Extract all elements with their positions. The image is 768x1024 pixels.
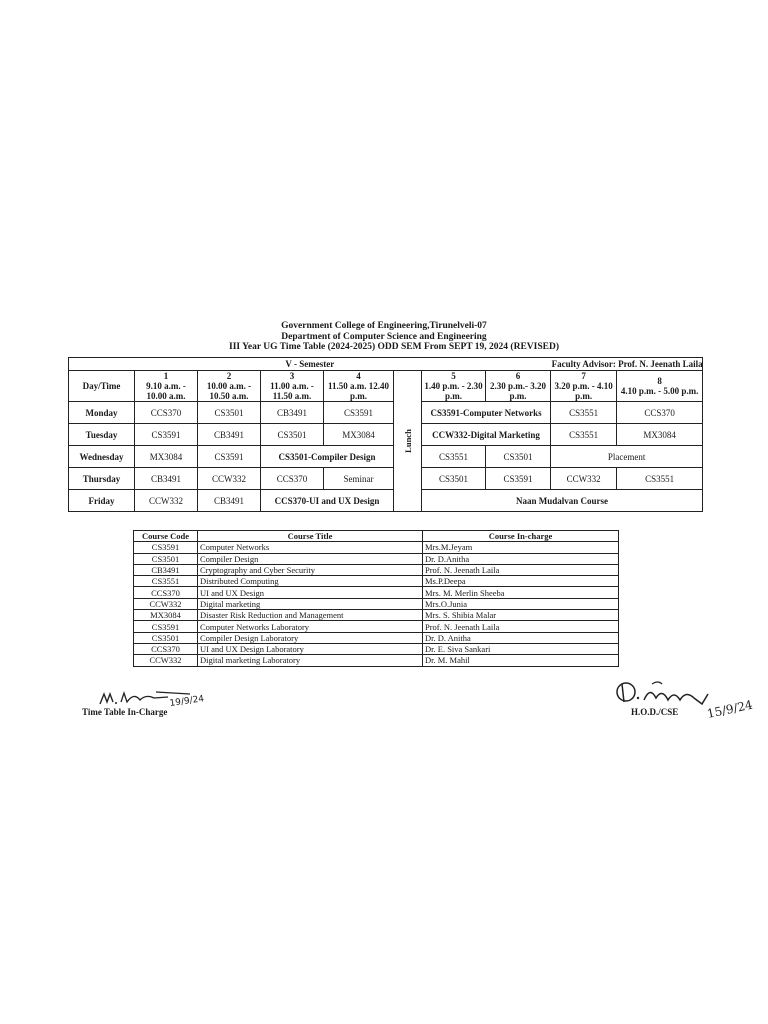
slot-cell: CB3491 bbox=[135, 468, 198, 490]
course-row: CS3551 Distributed Computing Ms.P.Deepa bbox=[134, 576, 619, 587]
svg-text:15/9/24: 15/9/24 bbox=[705, 697, 754, 721]
period-7-header: 7 3.20 p.m. - 4.10 p.m. bbox=[551, 371, 617, 402]
row-friday bbox=[69, 490, 703, 512]
slot-cell: CS3501 bbox=[198, 402, 261, 424]
slot-cell: MX3084 bbox=[135, 446, 198, 468]
course-row: CCS370 UI and UX Design Mrs. M. Merlin Sheeba bbox=[134, 587, 619, 598]
slot-cell: CS3501 bbox=[261, 424, 324, 446]
slot-cell: CS3551 bbox=[551, 424, 617, 446]
slot-cell: CS3591 bbox=[135, 424, 198, 446]
svg-text:19/9/24: 19/9/24 bbox=[169, 694, 205, 709]
slot-cell: MX3084 bbox=[324, 424, 394, 446]
course-row: CCS370 UI and UX Design Laboratory Dr. E. Siva Sankari bbox=[134, 643, 619, 654]
course-row: CS3591 Computer Networks Laboratory Prof. N. Jeenath Laila bbox=[134, 621, 619, 632]
slot-cell: Placement bbox=[551, 446, 703, 468]
course-row: CCW332 Digital marketing Laboratory Dr. M. Mahil bbox=[134, 655, 619, 666]
period-6-header: 6 2.30 p.m.- 3.20 p.m. bbox=[486, 371, 551, 402]
period-1-header: 1 9.10 a.m. - 10.00 a.m. bbox=[135, 371, 198, 402]
slot-cell: CS3591 bbox=[198, 446, 261, 468]
college-name: Government College of Engineering,Tirunelveli-07 bbox=[281, 321, 487, 331]
day-label: Wednesday bbox=[69, 446, 135, 468]
period-header-row bbox=[69, 371, 703, 402]
course-row: CS3501 Compiler Design Dr. D.Anitha bbox=[134, 553, 619, 564]
slot-cell: CS3591 bbox=[324, 402, 394, 424]
day-label: Monday bbox=[69, 402, 135, 424]
slot-cell: CB3491 bbox=[198, 424, 261, 446]
course-header-row bbox=[134, 531, 619, 542]
hod-label: H.O.D./CSE bbox=[631, 707, 679, 717]
row-wednesday bbox=[69, 446, 703, 468]
slot-cell: CS3501-Compiler Design bbox=[261, 446, 394, 468]
slot-cell: CCW332-Digital Marketing bbox=[422, 424, 551, 446]
period-2-header: 2 10.00 a.m. - 10.50 a.m. bbox=[198, 371, 261, 402]
slot-cell: CS3591 bbox=[486, 468, 551, 490]
period-8-header: 8 4.10 p.m. - 5.00 p.m. bbox=[617, 371, 703, 402]
row-tuesday bbox=[69, 424, 703, 446]
semester-label: V - Semester bbox=[69, 358, 551, 371]
col-header-title: Course Title bbox=[198, 531, 423, 542]
daytime-header: Day/Time bbox=[69, 371, 135, 402]
course-row: CCW332 Digital marketing Mrs.O.Junia bbox=[134, 598, 619, 609]
lunch-column: Lunch bbox=[394, 371, 422, 512]
timetable bbox=[68, 357, 703, 512]
slot-cell: CS3591-Computer Networks bbox=[422, 402, 551, 424]
day-label: Friday bbox=[69, 490, 135, 512]
slot-cell: CCW332 bbox=[198, 468, 261, 490]
course-row: CS3591 Computer Networks Mrs.M.Jeyam bbox=[134, 542, 619, 553]
col-header-incharge: Course In-charge bbox=[423, 531, 619, 542]
slot-cell: CS3551 bbox=[551, 402, 617, 424]
slot-cell: Naan Mudalvan Course bbox=[422, 490, 703, 512]
slot-cell: CB3491 bbox=[261, 402, 324, 424]
day-label: Tuesday bbox=[69, 424, 135, 446]
faculty-advisor: Faculty Advisor: Prof. N. Jeenath Laila bbox=[551, 359, 703, 369]
slot-cell: CCS370-UI and UX Design bbox=[261, 490, 394, 512]
slot-cell: MX3084 bbox=[617, 424, 703, 446]
semester-row bbox=[69, 358, 703, 371]
col-header-code: Course Code bbox=[134, 531, 198, 542]
slot-cell: CCW332 bbox=[135, 490, 198, 512]
slot-cell: CCS370 bbox=[617, 402, 703, 424]
slot-cell: CCS370 bbox=[261, 468, 324, 490]
period-3-header: 3 11.00 a.m. - 11.50 a.m. bbox=[261, 371, 324, 402]
course-table bbox=[133, 530, 619, 667]
department-name: Department of Computer Science and Engineering bbox=[281, 332, 487, 342]
slot-cell: Seminar bbox=[324, 468, 394, 490]
slot-cell: CS3501 bbox=[422, 468, 486, 490]
period-5-header: 5 1.40 p.m. - 2.30 p.m. bbox=[422, 371, 486, 402]
slot-cell: CS3551 bbox=[422, 446, 486, 468]
row-thursday bbox=[69, 468, 703, 490]
slot-cell: CS3551 bbox=[617, 468, 703, 490]
slot-cell: CCS370 bbox=[135, 402, 198, 424]
slot-cell: CCW332 bbox=[551, 468, 617, 490]
course-row: CS3501 Compiler Design Laboratory Dr. D. Anitha bbox=[134, 632, 619, 643]
slot-cell: CS3501 bbox=[486, 446, 551, 468]
slot-cell: CB3491 bbox=[198, 490, 261, 512]
period-4-header: 4 11.50 a.m. 12.40 p.m. bbox=[324, 371, 394, 402]
course-row: MX3084 Disaster Risk Reduction and Management Mrs. S. Shibia Malar bbox=[134, 610, 619, 621]
row-monday bbox=[69, 402, 703, 424]
timetable-incharge-label: Time Table In-Charge bbox=[82, 707, 168, 717]
timetable-title: III Year UG Time Table (2024-2025) ODD SEM From SEPT 19, 2024 (REVISED) bbox=[229, 342, 559, 352]
day-label: Thursday bbox=[69, 468, 135, 490]
course-row: CB3491 Cryptography and Cyber Security Prof. N. Jeenath Laila bbox=[134, 564, 619, 575]
